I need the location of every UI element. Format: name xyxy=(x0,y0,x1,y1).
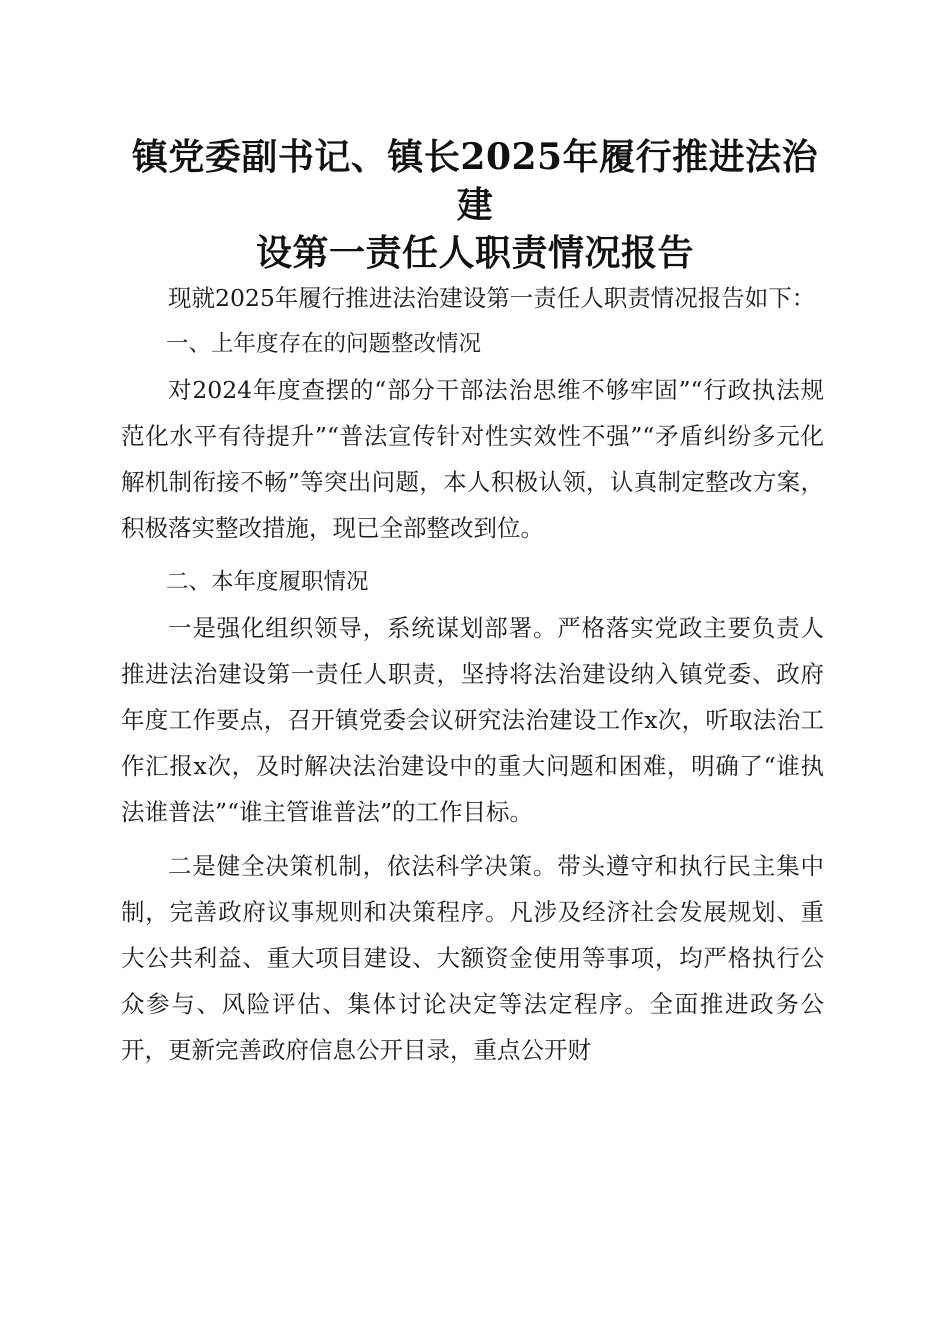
document-title xyxy=(120,133,830,277)
section-2-item-1 xyxy=(121,605,824,835)
item-1-text: 严格落实党政主要负责人推进法治建设第一责任人职责，坚持将法治建设纳入镇党委、政府年度工作要点，召开镇党委会议研究法治建设工作x次，听取法治工作汇报x次，及时解决法治建设中的重大问题和困难，明确了“谁执法谁普法”“谁主管谁普法”的工作目标。 xyxy=(121,614,825,826)
item-2-lead: 二是健全决策机制，依法科学决策。 xyxy=(168,852,558,880)
title-line-2: 设第一责任人职责情况报告 xyxy=(255,232,694,274)
document-body xyxy=(121,275,824,1073)
section-2-item-2 xyxy=(121,843,824,1073)
section-2-heading: 二、本年度履职情况 xyxy=(166,569,369,595)
intro-paragraph: 现就2025年履行推进法治建设第一责任人职责情况报告如下： xyxy=(168,284,816,312)
title-line-1: 镇党委副书记、镇长2025年履行推进法治建 xyxy=(131,136,819,226)
section-1-paragraph: 对2024年度查摆的“部分干部法治思维不够牢固”“行政执法规范化水平有待提升”“普法宣传针对性实效性不强”“矛盾纠纷多元化解机制衔接不畅”等突出问题，本人积极认领，认真制定整改方案，积极落实整改措施，现已全部整改到位。 xyxy=(121,376,824,542)
item-1-lead: 一是强化组织领导，系统谋划部署。 xyxy=(168,614,558,642)
section-1-heading: 一、上年度存在的问题整改情况 xyxy=(166,331,482,357)
item-2-text: 带头遵守和执行民主集中制，完善政府议事规则和决策程序。凡涉及经济社会发展规划、重大公共利益、重大项目建设、大额资金使用等事项，均严格执行公众参与、风险评估、集体讨论决定等法定程序。全面推进政务公开，更新完善政府信息公开目录，重点公开财 xyxy=(121,852,825,1064)
